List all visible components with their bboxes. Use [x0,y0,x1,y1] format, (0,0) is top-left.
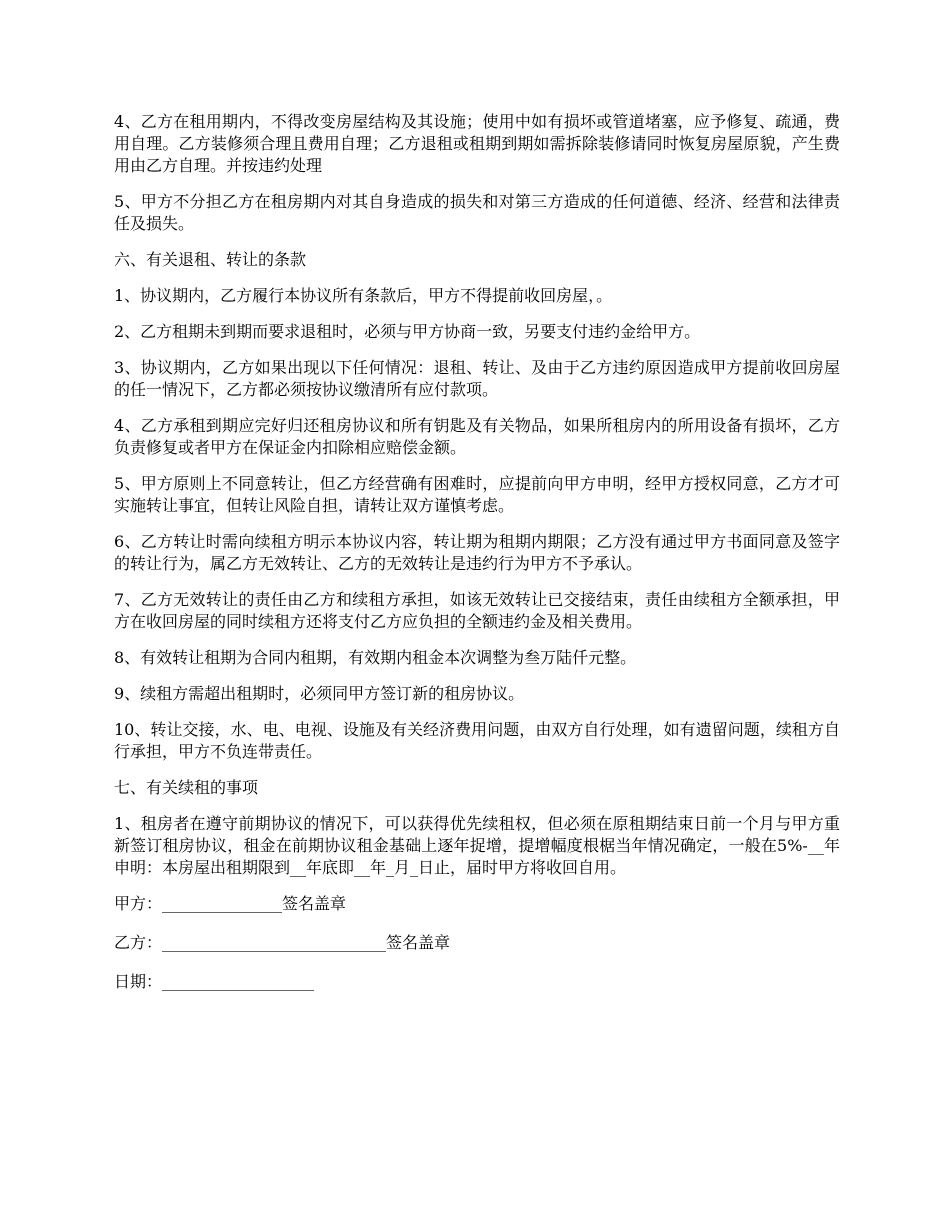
party-b-signature-line: 乙方：____________________________签名盖章 [114,933,451,952]
section-6-heading: 六、有关退租、转让的条款 [114,250,307,269]
date-line: 日期：___________________ [114,972,315,991]
section-7-heading: 七、有关续租的事项 [114,778,259,797]
section-6-clause-7: 7、乙方无效转让的责任由乙方和续租方承担，如该无效转让已交接结束，责任由续租方全额承担，甲方在收回房屋的同时续租方还将支付乙方应负担的全额违约金及相关费用。 [114,590,840,631]
section-6-clause-8: 8、有效转让租期为合同内租期，有效期内租金本次调整为叁万陆仟元整。 [114,648,637,667]
section-6-clause-3: 3、协议期内，乙方如果出现以下任何情况：退租、转让、及由于乙方违约原因造成甲方提前收回房屋的任一情况下，乙方都必须按协议缴清所有应付款项。 [114,358,840,399]
section-6-clause-9: 9、续租方需超出租期时，必须同甲方签订新的租房协议。 [114,684,525,703]
section-6-clause-5: 5、甲方原则上不同意转让，但乙方经营确有困难时，应提前向甲方申明，经甲方授权同意，乙方才可实施转让事宜，但转让风险自担，请转让双方谨慎考虑。 [114,474,840,515]
section-6-clause-1: 1、协议期内，乙方履行本协议所有条款后，甲方不得提前收回房屋，。 [114,286,613,305]
document-page [114,111,840,1010]
section-6-clause-4: 4、乙方承租到期应完好归还租房协议和所有钥匙及有关物品，如果所租房内的所用设备有损坏，乙方负责修复或者甲方在保证金内扣除相应赔偿金额。 [114,416,840,457]
section-6-clause-6: 6、乙方转让时需向续租方明示本协议内容，转让期为租期内期限；乙方没有通过甲方书面同意及签字的转让行为，属乙方无效转让、乙方的无效转让是违约行为甲方不予承认。 [114,532,840,573]
clause-4-alterations: 4、乙方在租用期内，不得改变房屋结构及其设施；使用中如有损坏或管道堵塞，应予修复、疏通，费用自理。乙方装修须合理且费用自理；乙方退租或租期到期如需拆除装修请同时恢复房屋原貌，产生费用由乙方自理。并按违约处理 [114,112,840,175]
section-6-clause-2: 2、乙方租期未到期而要求退租时，必须与甲方协商一致，另要支付违约金给甲方。 [114,322,701,341]
clause-5-liability: 5、甲方不分担乙方在租房期内对其自身造成的损失和对第三方造成的任何道德、经济、经营和法律责任及损失。 [114,192,840,233]
party-a-signature-line: 甲方：_______________签名盖章 [114,894,347,913]
section-6-clause-10: 10、转让交接，水、电、电视、设施及有关经济费用问题，由双方自行处理，如有遗留问题，续租方自行承担，甲方不负连带责任。 [114,720,840,761]
section-7-clause-1: 1、租房者在遵守前期协议的情况下，可以获得优先续租权，但必须在原租期结束日前一个月与甲方重新签订租房协议，租金在前期协议租金基础上逐年捉增，提增幅度根椐当年情况确定，一般在5%-__年申明：本房屋出租期限到__年底即__年_月_日止，届时甲方将收回自用。 [114,814,840,877]
